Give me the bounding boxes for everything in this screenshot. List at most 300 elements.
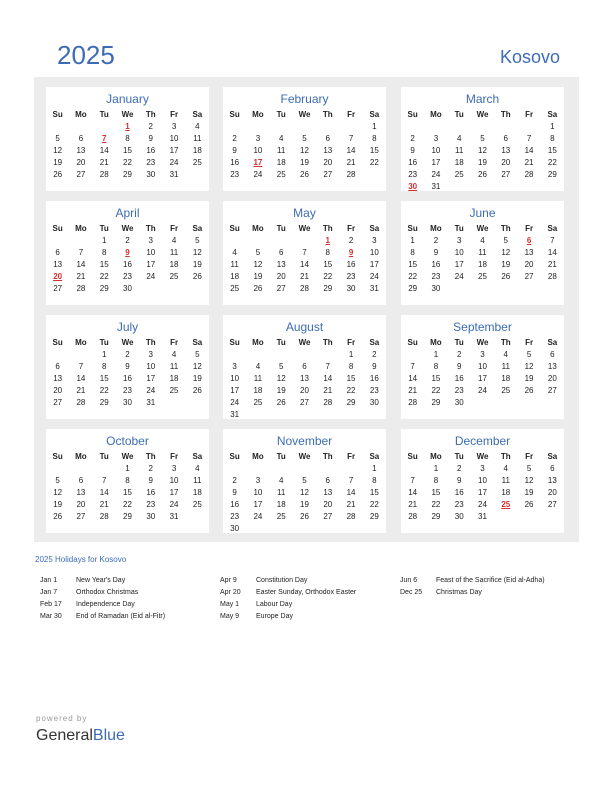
day-cell: 19	[524, 374, 534, 383]
day-cell: 3	[171, 122, 177, 131]
weekday-header: We	[298, 452, 311, 461]
weekday-header: Fr	[347, 452, 356, 461]
day-cell: 5	[55, 476, 60, 485]
day-cell: 17	[478, 488, 487, 497]
month-title: October	[106, 434, 149, 448]
empty-cell	[223, 463, 246, 475]
day-cell: 5	[526, 350, 532, 359]
day-cell: 3	[255, 476, 261, 485]
empty-cell	[293, 349, 316, 361]
holiday-row	[40, 575, 225, 587]
empty-cell	[339, 121, 362, 133]
day-cell: 2	[148, 122, 153, 131]
day-cell: 20	[276, 272, 286, 281]
day-cell: 17	[230, 386, 240, 395]
day-cell: 2	[125, 350, 130, 359]
day-cell: 23	[146, 500, 156, 509]
empty-cell	[246, 349, 269, 361]
weekday-header: We	[298, 338, 311, 347]
holiday-day-cell: 7	[101, 134, 107, 143]
day-cell: 31	[169, 170, 179, 179]
day-cell: 10	[369, 248, 379, 257]
day-cell: 2	[148, 464, 153, 473]
holiday-date: Jan 1	[40, 577, 58, 584]
holiday-row	[40, 611, 225, 623]
day-cell: 31	[369, 284, 379, 293]
day-cell: 14	[346, 488, 356, 497]
weekday-header: Su	[52, 452, 63, 461]
day-cell: 8	[101, 362, 107, 371]
weekday-header: Sa	[192, 110, 203, 119]
day-cell: 14	[408, 374, 418, 383]
day-cell: 16	[146, 146, 156, 155]
day-cell: 2	[125, 236, 130, 245]
country-name: Kosovo	[499, 47, 560, 67]
holiday-day-cell: 9	[348, 248, 354, 257]
day-cell: 13	[524, 248, 534, 257]
day-cell: 29	[369, 512, 379, 521]
weekday-header: Mo	[252, 224, 264, 233]
weekday-header: We	[476, 224, 489, 233]
holiday-name: Easter Sunday, Orthodox Easter	[256, 589, 357, 596]
empty-cell	[293, 463, 316, 475]
weekday-header: Su	[52, 338, 63, 347]
holiday-column	[400, 575, 585, 599]
day-cell: 28	[408, 398, 418, 407]
day-cell: 20	[76, 500, 86, 509]
day-cell: 17	[169, 488, 179, 497]
day-cell: 7	[410, 476, 415, 485]
day-cell: 6	[55, 248, 60, 257]
day-cell: 17	[146, 260, 156, 269]
day-cell: 3	[372, 236, 377, 245]
day-cell: 23	[454, 386, 464, 395]
day-cell: 19	[300, 158, 309, 167]
day-cell: 28	[408, 512, 418, 521]
holiday-row	[40, 599, 225, 611]
day-cell: 5	[195, 236, 200, 245]
day-cell: 9	[410, 146, 415, 155]
day-cell: 28	[300, 284, 309, 293]
day-cell: 21	[408, 386, 418, 395]
day-cell: 6	[78, 134, 84, 143]
empty-cell	[46, 463, 69, 475]
day-cell: 19	[53, 158, 63, 167]
day-cell: 14	[76, 374, 86, 383]
day-cell: 1	[372, 464, 377, 473]
weekday-header: Mo	[430, 338, 442, 347]
weekday-header: Fr	[347, 224, 356, 233]
day-cell: 26	[478, 170, 487, 179]
day-cell: 15	[547, 146, 557, 155]
month-title: March	[465, 92, 500, 106]
day-cell: 12	[478, 146, 487, 155]
weekday-header: Th	[145, 338, 156, 347]
weekday-header: Tu	[99, 224, 109, 233]
holiday-date: May 9	[220, 613, 240, 620]
day-cell: 12	[300, 488, 309, 497]
day-cell: 22	[99, 386, 109, 395]
weekday-header: Tu	[454, 224, 464, 233]
holiday-name: Europe Day	[256, 613, 293, 620]
powered-by-text: powered by	[36, 714, 88, 723]
day-cell: 23	[408, 170, 418, 179]
day-cell: 20	[323, 158, 333, 167]
empty-cell	[316, 463, 339, 475]
day-cell: 2	[456, 350, 462, 359]
weekday-header: Mo	[430, 452, 442, 461]
day-cell: 16	[346, 260, 356, 269]
day-cell: 26	[192, 386, 202, 395]
day-cell: 18	[192, 146, 202, 155]
day-cell: 20	[76, 158, 86, 167]
day-cell: 5	[503, 236, 508, 245]
day-cell: 6	[278, 248, 284, 257]
weekday-header: Th	[322, 338, 333, 347]
day-cell: 26	[253, 284, 263, 293]
day-cell: 7	[550, 236, 555, 245]
day-cell: 18	[501, 488, 511, 497]
day-cell: 27	[524, 272, 534, 281]
empty-cell	[223, 349, 246, 361]
day-cell: 8	[550, 134, 555, 143]
day-cell: 9	[232, 146, 237, 155]
day-cell: 21	[346, 500, 356, 509]
day-cell: 24	[230, 398, 240, 407]
day-cell: 27	[53, 398, 63, 407]
day-cell: 27	[300, 398, 309, 407]
day-cell: 18	[454, 158, 464, 167]
day-cell: 21	[300, 272, 309, 281]
day-cell: 30	[369, 398, 379, 407]
day-cell: 9	[456, 476, 462, 485]
day-cell: 5	[255, 248, 261, 257]
day-cell: 19	[478, 158, 487, 167]
day-cell: 28	[76, 398, 86, 407]
day-cell: 13	[300, 374, 309, 383]
holiday-day-cell: 1	[125, 122, 130, 131]
day-cell: 17	[369, 260, 379, 269]
day-cell: 29	[547, 170, 557, 179]
weekday-header: Fr	[525, 224, 534, 233]
holiday-name: Independence Day	[76, 601, 135, 608]
day-cell: 27	[323, 170, 333, 179]
weekday-header: Sa	[369, 452, 380, 461]
day-cell: 11	[169, 362, 179, 371]
day-cell: 19	[300, 500, 309, 509]
day-cell: 8	[372, 134, 377, 143]
weekday-header: Mo	[252, 110, 264, 119]
weekday-header: Fr	[347, 338, 356, 347]
day-cell: 8	[125, 134, 130, 143]
weekday-header: We	[476, 452, 489, 461]
day-cell: 31	[478, 512, 487, 521]
day-cell: 4	[503, 350, 508, 359]
weekday-header: Mo	[75, 452, 87, 461]
day-cell: 1	[410, 236, 415, 245]
empty-cell	[471, 121, 494, 133]
day-cell: 12	[276, 374, 286, 383]
day-cell: 6	[325, 134, 330, 143]
day-cell: 23	[230, 170, 240, 179]
day-cell: 5	[55, 134, 60, 143]
day-cell: 16	[123, 374, 132, 383]
day-cell: 28	[99, 512, 109, 521]
holiday-date: Jun 6	[400, 577, 418, 584]
day-cell: 30	[454, 512, 464, 521]
weekday-header: Th	[145, 452, 156, 461]
calendar-year: 2025	[57, 40, 115, 70]
weekday-header: Su	[407, 224, 418, 233]
day-cell: 27	[501, 170, 511, 179]
holiday-row	[220, 611, 405, 623]
month-may	[223, 201, 386, 305]
day-cell: 23	[346, 272, 356, 281]
holiday-name: Orthodox Christmas	[76, 589, 139, 596]
day-cell: 13	[547, 362, 557, 371]
day-cell: 30	[146, 170, 156, 179]
day-cell: 5	[302, 134, 307, 143]
day-cell: 17	[146, 374, 156, 383]
day-cell: 30	[146, 512, 156, 521]
day-cell: 15	[369, 488, 379, 497]
calendar-panel	[34, 77, 579, 542]
day-cell: 21	[547, 260, 557, 269]
month-title: July	[116, 320, 139, 334]
empty-cell	[69, 235, 92, 247]
day-cell: 24	[146, 272, 156, 281]
day-cell: 21	[99, 158, 109, 167]
weekday-header: Tu	[99, 338, 109, 347]
day-cell: 3	[148, 236, 153, 245]
day-cell: 25	[478, 272, 487, 281]
month-august	[223, 315, 386, 419]
day-cell: 17	[454, 260, 464, 269]
day-cell: 7	[78, 362, 84, 371]
empty-cell	[401, 349, 424, 361]
weekday-header: Fr	[170, 338, 179, 347]
weekday-header: Fr	[170, 110, 179, 119]
weekday-header: Sa	[547, 224, 558, 233]
day-cell: 15	[408, 260, 418, 269]
holiday-name: New Year's Day	[76, 577, 126, 584]
day-cell: 28	[323, 398, 333, 407]
day-cell: 28	[524, 170, 534, 179]
day-cell: 11	[193, 134, 202, 143]
empty-cell	[401, 121, 424, 133]
day-cell: 13	[547, 476, 557, 485]
empty-cell	[270, 235, 293, 247]
empty-cell	[448, 121, 471, 133]
day-cell: 10	[253, 488, 263, 497]
day-cell: 24	[253, 512, 263, 521]
day-cell: 31	[146, 398, 156, 407]
day-cell: 6	[78, 476, 84, 485]
month-july	[46, 315, 209, 419]
day-cell: 2	[232, 134, 237, 143]
day-cell: 13	[76, 146, 86, 155]
weekday-header: Su	[407, 110, 418, 119]
day-cell: 26	[53, 170, 63, 179]
day-cell: 12	[524, 362, 534, 371]
empty-cell	[270, 121, 293, 133]
day-cell: 23	[454, 500, 464, 509]
weekday-header: We	[121, 338, 134, 347]
day-cell: 19	[501, 260, 511, 269]
day-cell: 7	[526, 134, 532, 143]
month-title: April	[115, 206, 140, 220]
weekday-header: Th	[145, 224, 156, 233]
day-cell: 23	[369, 386, 379, 395]
empty-cell	[46, 235, 69, 247]
day-cell: 13	[53, 374, 63, 383]
holidays-title: 2025 Holidays for Kosovo	[35, 555, 127, 564]
weekday-header: Mo	[430, 110, 442, 119]
holiday-date: May 1	[220, 601, 240, 608]
day-cell: 24	[369, 272, 379, 281]
day-cell: 26	[53, 512, 63, 521]
day-cell: 24	[431, 170, 441, 179]
day-cell: 27	[323, 512, 333, 521]
weekday-header: Sa	[547, 338, 558, 347]
day-cell: 13	[53, 260, 63, 269]
day-cell: 12	[300, 146, 309, 155]
day-cell: 9	[232, 488, 237, 497]
weekday-header: Th	[322, 224, 333, 233]
empty-cell	[316, 121, 339, 133]
month-december	[401, 429, 564, 533]
day-cell: 17	[478, 374, 487, 383]
weekday-header: Sa	[369, 110, 380, 119]
holiday-date: Dec 25	[400, 589, 423, 596]
day-cell: 1	[433, 464, 439, 473]
empty-cell	[223, 121, 246, 133]
day-cell: 18	[169, 260, 179, 269]
day-cell: 10	[478, 476, 487, 485]
holiday-date: Mar 30	[40, 613, 62, 620]
weekday-header: Su	[407, 338, 418, 347]
day-cell: 18	[276, 500, 286, 509]
day-cell: 27	[547, 386, 557, 395]
day-cell: 15	[431, 488, 441, 497]
day-cell: 3	[255, 134, 261, 143]
day-cell: 25	[276, 512, 286, 521]
holiday-name: Labour Day	[256, 601, 293, 608]
day-cell: 5	[480, 134, 485, 143]
day-cell: 6	[550, 464, 555, 473]
day-cell: 11	[169, 248, 179, 257]
day-cell: 18	[253, 386, 263, 395]
weekday-header: We	[121, 110, 134, 119]
holiday-name: End of Ramadan (Eid al-Fitr)	[76, 613, 166, 620]
day-cell: 3	[232, 362, 237, 371]
day-cell: 15	[123, 488, 132, 497]
day-cell: 9	[125, 362, 130, 371]
weekday-header: We	[121, 452, 134, 461]
holiday-date: Feb 17	[40, 601, 62, 608]
day-cell: 1	[433, 350, 439, 359]
day-cell: 4	[171, 236, 177, 245]
day-cell: 16	[146, 488, 156, 497]
day-cell: 23	[123, 386, 132, 395]
day-cell: 16	[431, 260, 441, 269]
day-cell: 6	[302, 362, 307, 371]
day-cell: 7	[348, 134, 354, 143]
day-cell: 31	[230, 410, 240, 419]
weekday-header: Th	[500, 338, 511, 347]
day-cell: 20	[53, 386, 63, 395]
holiday-day-cell: 20	[53, 272, 63, 281]
day-cell: 12	[192, 362, 202, 371]
holiday-day-cell: 17	[253, 158, 263, 167]
day-cell: 12	[53, 488, 63, 497]
day-cell: 30	[230, 524, 240, 533]
brand-logo[interactable]	[36, 727, 125, 745]
holiday-row	[220, 587, 405, 599]
day-cell: 24	[478, 386, 487, 395]
day-cell: 9	[148, 134, 153, 143]
day-cell: 29	[346, 398, 356, 407]
holiday-day-cell: 25	[501, 500, 511, 509]
day-cell: 25	[454, 170, 464, 179]
day-cell: 17	[169, 146, 179, 155]
holiday-row	[400, 587, 585, 599]
day-cell: 9	[433, 248, 439, 257]
weekday-header: Su	[52, 110, 63, 119]
day-cell: 30	[431, 284, 441, 293]
day-cell: 15	[369, 146, 379, 155]
month-september	[401, 315, 564, 419]
empty-cell	[270, 463, 293, 475]
day-cell: 20	[524, 260, 534, 269]
day-cell: 26	[300, 512, 309, 521]
day-cell: 4	[278, 476, 284, 485]
day-cell: 16	[454, 374, 464, 383]
day-cell: 13	[276, 260, 286, 269]
day-cell: 7	[325, 362, 330, 371]
day-cell: 20	[300, 386, 309, 395]
day-cell: 28	[76, 284, 86, 293]
day-cell: 30	[123, 284, 132, 293]
weekday-header: Sa	[369, 224, 380, 233]
day-cell: 7	[410, 362, 415, 371]
holiday-row	[220, 575, 405, 587]
day-cell: 4	[255, 362, 261, 371]
holiday-row	[40, 587, 225, 599]
day-cell: 15	[123, 146, 132, 155]
day-cell: 20	[547, 374, 557, 383]
brand-part-general: General	[36, 727, 93, 744]
day-cell: 25	[169, 272, 179, 281]
empty-cell	[246, 121, 269, 133]
day-cell: 18	[230, 272, 240, 281]
day-cell: 18	[478, 260, 487, 269]
day-cell: 5	[195, 350, 200, 359]
day-cell: 8	[372, 476, 377, 485]
day-cell: 24	[478, 500, 487, 509]
day-cell: 11	[277, 146, 286, 155]
day-cell: 26	[524, 500, 534, 509]
empty-cell	[93, 463, 116, 475]
day-cell: 27	[76, 512, 86, 521]
day-cell: 26	[192, 272, 202, 281]
holiday-name: Christmas Day	[436, 589, 482, 596]
month-title: December	[454, 434, 511, 448]
day-cell: 14	[99, 488, 109, 497]
weekday-header: Su	[52, 224, 63, 233]
day-cell: 23	[123, 272, 132, 281]
day-cell: 22	[346, 386, 356, 395]
